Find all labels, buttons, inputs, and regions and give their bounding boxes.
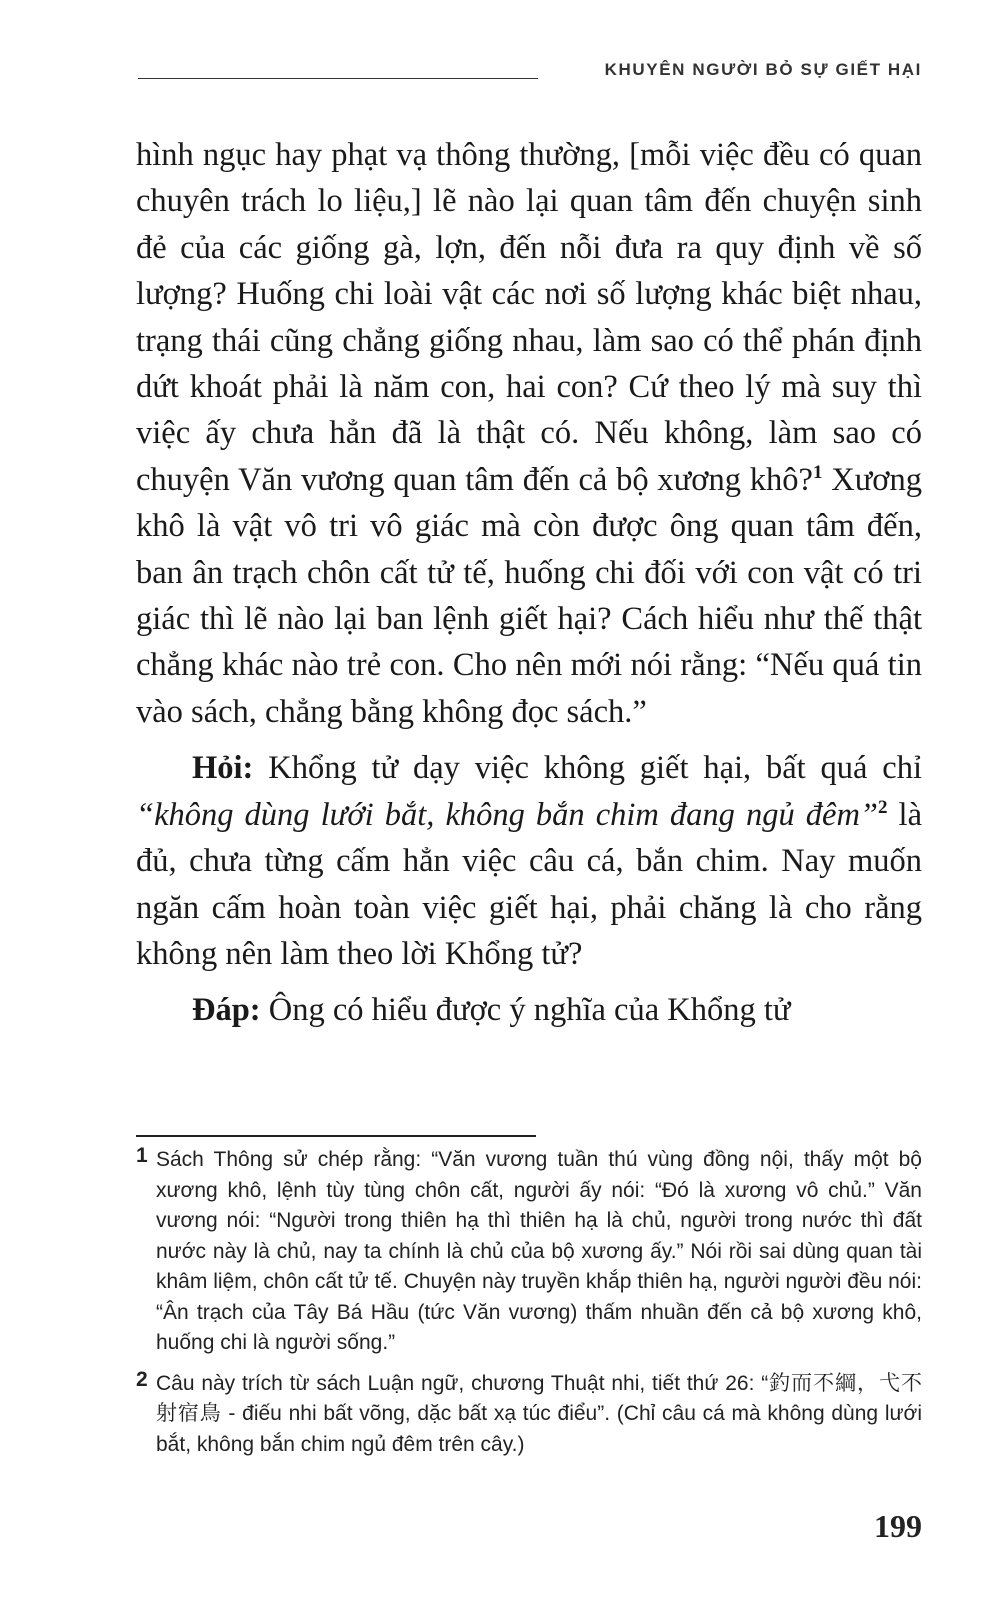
running-title: KHUYÊN NGƯỜI BỎ SỰ GIẾT HẠI (604, 60, 922, 79)
paragraph-answer (136, 987, 922, 1033)
header-rule (138, 78, 538, 79)
paragraph-text: là đủ, chưa từng cấm hẳn việc câu cá, bắn chim. Nay muốn ngăn cấm hoàn toàn việc giết hại, phải chăng là cho rằng không nên làm theo lời Khổng tử? (136, 796, 922, 972)
footnote-1 (136, 1145, 922, 1359)
footnote-ref-2[interactable]: 2 (878, 796, 888, 818)
footnote-text: Sách Thông sử chép rằng: “Văn vương tuần thú vùng đồng nội, thấy một bộ xương khô, lệnh tùy tùng chôn cất, người ấy nói: “Đó là xương vô chủ.” Văn vương nói: “Người trong thiên hạ thì thiên hạ là chủ, người trong nước thì đất nước này là chủ, nay ta chính là chủ của bộ xương ấy.” Nói rồi sai dùng quan tài khâm liệm, chôn cất tử tế. Chuyện này truyền khắp thiên hạ, người người đều nói: “Ân trạch của Tây Bá Hầu (tức Văn vương) thấm nhuần đến cả bộ xương khô, huống chi là người sống.” (156, 1148, 922, 1354)
footnote-ref-1[interactable]: 1 (812, 462, 823, 484)
paragraph-text: Xương khô là vật vô tri vô giác mà còn được ông quan tâm đến, ban ân trạch chôn cất tử tế, huống chi đối với con vật có tri giác thì lẽ nào lại ban lệnh giết hại? Cách hiểu như thế thật chẳng khác nào trẻ con. Cho nên mới nói rằng: “Nếu quá tin vào sách, chẳng bằng không đọc sách.” (136, 461, 922, 730)
footnote-rule (136, 1135, 536, 1137)
quoted-text: “không dùng lưới bắt, không bắn chim đang ngủ đêm” (136, 796, 878, 833)
running-header (138, 60, 922, 84)
main-text (136, 132, 922, 1034)
footnotes (136, 1145, 922, 1460)
answer-label: Đáp: (192, 992, 261, 1029)
page-number: 199 (874, 1508, 922, 1544)
footnote-number: 2 (136, 1367, 148, 1391)
question-label: Hỏi: (192, 750, 254, 787)
footnote-number: 1 (136, 1144, 148, 1167)
footnote-2 (136, 1369, 922, 1461)
paragraph-text: hình ngục hay phạt vạ thông thường, [mỗi việc đều có quan chuyên trách lo liệu,] lẽ nào lại quan tâm đến chuyện sinh đẻ của các giống gà, lợn, đến nỗi đưa ra quy định về số lượng? Huống chi loài vật các nơi số lượng khác biệt nhau, trạng thái cũng chẳng giống nhau, làm sao có thể phán định dứt khoát phải là năm con, hai con? Cứ theo lý mà suy thì việc ấy chưa hẳn đã là thật có. Nếu không, làm sao có chuyện Văn vương quan tâm đến cả bộ xương khô? (136, 137, 922, 498)
paragraph-text: Ông có hiểu được ý nghĩa của Khổng tử (260, 992, 791, 1029)
paragraph-text: Khổng tử dạy việc không giết hại, bất quá chỉ (253, 750, 922, 787)
paragraph-question (136, 745, 922, 977)
footnote-text: Câu này trích từ sách Luận ngữ, chương Thuật nhi, tiết thứ 26: “釣而不綱，弋不射宿鳥 - điếu nhi bất võng, dặc bất xạ túc điểu”. (Chỉ câu cá mà không dùng lưới bắt, không bắn chim ngủ đêm trên cây.) (156, 1371, 922, 1456)
paragraph-continued (136, 132, 922, 735)
